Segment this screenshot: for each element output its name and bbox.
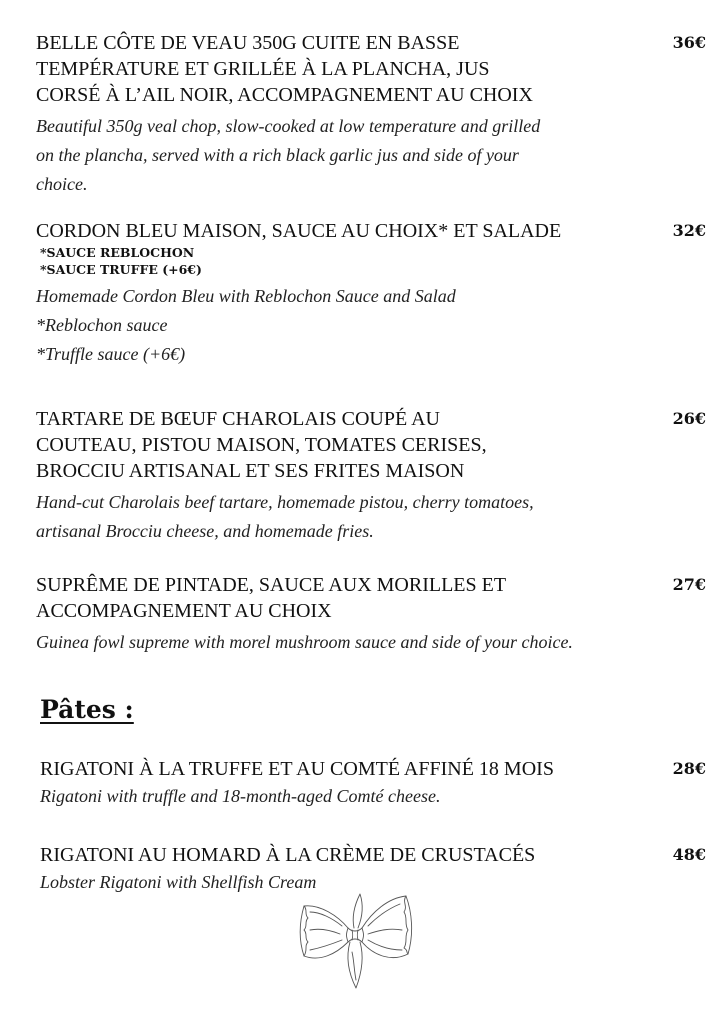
menu-item-truffle-rigatoni bbox=[40, 756, 706, 811]
menu-item-guinea-fowl bbox=[36, 572, 706, 657]
menu-item-description: Lobster Rigatoni with Shellfish Cream bbox=[40, 872, 317, 892]
sauce-option: *SAUCE REBLOCHON bbox=[40, 245, 195, 260]
menu-item-description: Homemade Cordon Bleu with Reblochon Sauce and Salad *Reblochon sauce *Truffle sauce (+6€) bbox=[36, 286, 456, 364]
menu-item-title: BELLE CÔTE DE VEAU 350G CUITE EN BASSE TEMPÉRATURE ET GRILLÉE À LA PLANCHA, JUS CORSÉ À L’AIL NOIR, ACCOMPAGNEMENT AU CHOIX bbox=[36, 32, 533, 106]
menu-item-price: 27€ bbox=[672, 575, 706, 594]
menu-item-title: RIGATONI À LA TRUFFE ET AU COMTÉ AFFINÉ 18 MOIS bbox=[40, 758, 554, 780]
sauce-option: *SAUCE TRUFFE (+6€) bbox=[40, 262, 202, 277]
menu-item-price: 32€ bbox=[672, 221, 706, 240]
menu-item-title: TARTARE DE BŒUF CHAROLAIS COUPÉ AU COUTEAU, PISTOU MAISON, TOMATES CERISES, BROCCIU ARTISANAL ET SES FRITES MAISON bbox=[36, 408, 487, 482]
menu-item-description: Rigatoni with truffle and 18-month-aged Comté cheese. bbox=[40, 786, 441, 806]
menu-item-title: SUPRÊME DE PINTADE, SAUCE AUX MORILLES ET ACCOMPAGNEMENT AU CHOIX bbox=[36, 574, 507, 622]
menu-item-description: Beautiful 350g veal chop, slow-cooked at low temperature and grilled on the plancha, served with a rich black garlic jus and side of your choice. bbox=[36, 116, 541, 194]
menu-item-title: RIGATONI AU HOMARD À LA CRÈME DE CRUSTACÉS bbox=[40, 844, 536, 866]
menu-item-veal-chop bbox=[36, 30, 706, 199]
farfalle-pasta-icon bbox=[290, 876, 420, 996]
section-heading-pasta: Pâtes : bbox=[40, 695, 134, 724]
menu-item-title: CORDON BLEU MAISON, SAUCE AU CHOIX* ET SALADE bbox=[36, 220, 562, 242]
menu-item-price: 48€ bbox=[672, 845, 706, 864]
menu-item-price: 36€ bbox=[672, 33, 706, 52]
menu-item-cordon-bleu bbox=[36, 218, 706, 369]
menu-item-description: Guinea fowl supreme with morel mushroom sauce and side of your choice. bbox=[36, 632, 573, 652]
menu-item-beef-tartare bbox=[36, 406, 706, 546]
menu-item-description: Hand-cut Charolais beef tartare, homemade pistou, cherry tomatoes, artisanal Brocciu cheese, and homemade fries. bbox=[36, 492, 534, 541]
menu-item-price: 26€ bbox=[672, 409, 706, 428]
menu-item-price: 28€ bbox=[672, 759, 706, 778]
